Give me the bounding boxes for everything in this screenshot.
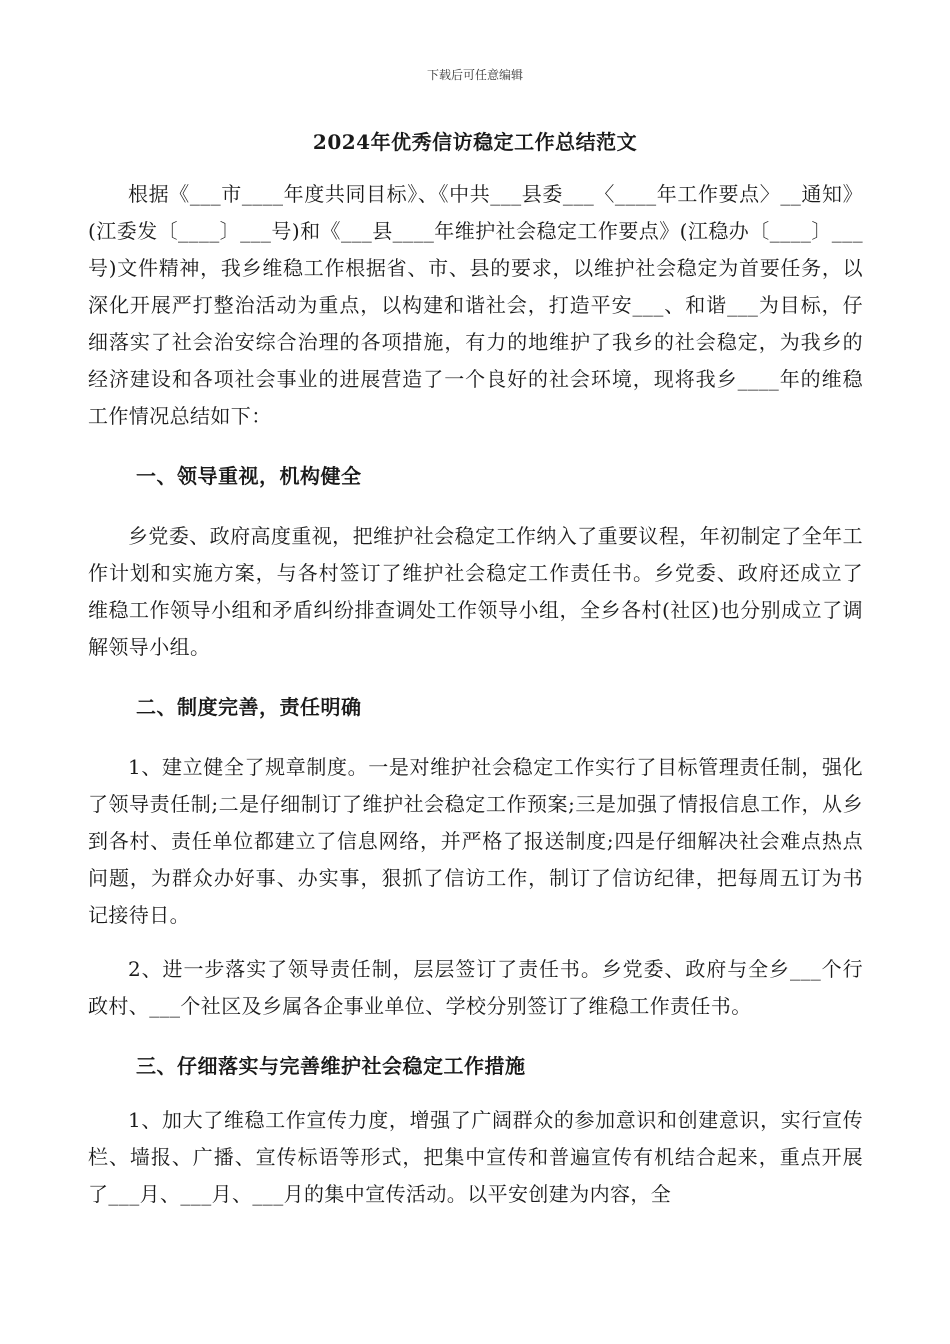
page-header-note: 下载后可任意编辑 [426, 68, 523, 82]
section-2-paragraph-1: 1、建立健全了规章制度。一是对维护社会稳定工作实行了目标管理责任制，强化了领导责任制;二是仔细制订了维护社会稳定工作预案;三是加强了情报信息工作，从乡到各村、责任单位都建立了信息网络，并严格了报送制度;四是仔细解决社会难点热点问题，为群众办好事、办实事，狠抓了信访工作，制订了信访纪律，把每周五订为书记接待日。 [88, 755, 863, 927]
section-heading-2: 二、制度完善，责任明确 [136, 695, 362, 719]
document-body [88, 176, 863, 1213]
document-title: 2024年优秀信访稳定工作总结范文 [312, 130, 638, 154]
section-1-paragraph-1: 乡党委、政府高度重视，把维护社会稳定工作纳入了重要议程，年初制定了全年工作计划和实施方案，与各村签订了维护社会稳定工作责任书。乡党委、政府还成立了维稳工作领导小组和矛盾纠纷排查调处工作领导小组，全乡各村(社区)也分别成立了调解领导小组。 [88, 524, 863, 659]
section-heading-1: 一、领导重视，机构健全 [136, 464, 362, 488]
section-3-paragraph-1: 1、加大了维稳工作宣传力度，增强了广阔群众的参加意识和创建意识，实行宣传栏、墙报、广播、宣传标语等形式，把集中宣传和普遍宣传有机结合起来，重点开展了___月、___月、___月的集中宣传活动。以平安创建为内容，全 [88, 1108, 863, 1206]
intro-paragraph: 根据《___市____年度共同目标》、《中共___县委___〈____年工作要点〉__通知》(江委发〔____〕___号)和《___县____年维护社会稳定工作要点》(江稳办〔____〕___号)文件精神，我乡维稳工作根据省、市、县的要求，以维护社会稳定为首要任务，以深化开展严打整治活动为重点，以构建和谐社会，打造平安___、和谐___为目标，仔细落实了社会治安综合治理的各项措施，有力的地维护了我乡的社会稳定，为我乡的经济建设和各项社会事业的进展营造了一个良好的社会环境，现将我乡____年的维稳工作情况总结如下： [88, 182, 863, 428]
section-heading-3: 三、仔细落实与完善维护社会稳定工作措施 [136, 1054, 526, 1078]
section-2-paragraph-2: 2、进一步落实了领导责任制，层层签订了责任书。乡党委、政府与全乡___个行政村、___个社区及乡属各企事业单位、学校分别签订了维稳工作责任书。 [88, 957, 863, 1018]
